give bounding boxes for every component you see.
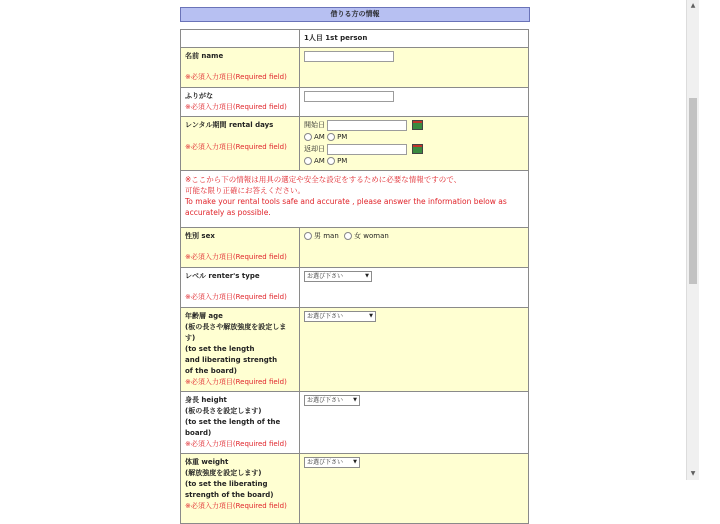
chevron-down-icon: ▼	[353, 459, 357, 465]
height-label-cell	[181, 392, 300, 454]
weight-label: 体重 weight	[185, 458, 229, 466]
return-date-label: 返却日	[304, 145, 325, 153]
rental-days-cell	[300, 117, 529, 171]
scroll-thumb[interactable]	[689, 98, 697, 284]
start-pm-label: PM	[337, 133, 348, 141]
required-note: ※必須入力項目(Required field)	[185, 103, 287, 111]
chevron-down-icon: ▼	[353, 397, 357, 403]
notice-line: ※ここから下の情報は用具の選定や安全な設定をするために必要な情報ですので、	[185, 175, 462, 184]
required-note: ※必須入力項目(Required field)	[185, 253, 287, 261]
calendar-icon[interactable]	[412, 120, 423, 130]
furigana-label-cell	[181, 88, 300, 117]
age-label: 年齢層 age	[185, 312, 223, 320]
furigana-label: ふりがな	[185, 92, 213, 100]
scroll-down-icon[interactable]: ▼	[690, 470, 696, 477]
sex-label-cell	[181, 228, 300, 268]
chevron-down-icon: ▼	[365, 273, 369, 279]
sex-label: 性別 sex	[185, 232, 215, 240]
scroll-up-icon[interactable]: ▲	[690, 2, 696, 9]
age-note: of the board)	[185, 367, 238, 375]
start-am-radio[interactable]	[304, 133, 312, 141]
weight-note: (解放強度を設定します)	[185, 469, 262, 477]
empty-header-cell	[181, 30, 300, 48]
level-select[interactable]	[304, 271, 372, 282]
age-note: (to set the length	[185, 345, 255, 353]
weight-select[interactable]	[304, 457, 360, 468]
weight-note: (to set the liberating	[185, 480, 268, 488]
age-label-cell	[181, 308, 300, 392]
required-note: ※必須入力項目(Required field)	[185, 440, 287, 448]
return-date-input[interactable]	[327, 144, 407, 155]
required-note: ※必須入力項目(Required field)	[185, 378, 287, 386]
start-am-label: AM	[314, 133, 325, 141]
return-am-radio[interactable]	[304, 157, 312, 165]
weight-select-value: お選び下さい	[307, 459, 344, 466]
age-select-value: お選び下さい	[307, 313, 344, 320]
sex-woman-label: 女 woman	[354, 232, 389, 240]
return-am-label: AM	[314, 157, 325, 165]
sex-cell	[300, 228, 529, 268]
age-note: (板の長さや解放強度を設定します)	[185, 323, 287, 342]
height-note: (to set the length of the board)	[185, 418, 281, 437]
age-note: and liberating strength	[185, 356, 278, 364]
name-label-cell	[181, 48, 300, 88]
level-select-value: お選び下さい	[307, 273, 344, 280]
notice-line: accurately as possible.	[185, 208, 271, 217]
notice-line: 可能な限り正確にお答えください。	[185, 186, 305, 195]
required-note: ※必須入力項目(Required field)	[185, 293, 287, 301]
required-note: ※必須入力項目(Required field)	[185, 73, 287, 81]
renter-info-table	[180, 29, 529, 524]
chevron-down-icon: ▼	[369, 313, 373, 319]
sex-man-radio[interactable]	[304, 232, 312, 240]
start-pm-radio[interactable]	[327, 133, 335, 141]
height-cell	[300, 392, 529, 454]
level-label: レベル renter's type	[185, 272, 260, 280]
height-select[interactable]	[304, 395, 360, 406]
return-pm-radio[interactable]	[327, 157, 335, 165]
rental-days-label: レンタル期間 rental days	[185, 121, 274, 129]
column-header: 1人目 1st person	[300, 30, 529, 48]
required-note: ※必須入力項目(Required field)	[185, 143, 287, 151]
name-input[interactable]	[304, 51, 394, 62]
start-date-label: 開始日	[304, 121, 325, 129]
weight-cell	[300, 454, 529, 524]
sex-man-label: 男 man	[314, 232, 339, 240]
weight-note: strength of the board)	[185, 491, 274, 499]
height-select-value: お選び下さい	[307, 397, 344, 404]
age-cell	[300, 308, 529, 392]
height-note: (板の長さを設定します)	[185, 407, 262, 415]
furigana-input-cell	[300, 88, 529, 117]
level-label-cell	[181, 268, 300, 308]
notice-line: To make your rental tools safe and accurate , please answer the information below as	[185, 197, 507, 206]
level-cell	[300, 268, 529, 308]
accuracy-notice	[181, 171, 529, 228]
furigana-input[interactable]	[304, 91, 394, 102]
weight-label-cell	[181, 454, 300, 524]
name-input-cell	[300, 48, 529, 88]
vertical-scrollbar[interactable]	[686, 0, 699, 480]
rental-days-label-cell	[181, 117, 300, 171]
return-pm-label: PM	[337, 157, 348, 165]
sex-woman-radio[interactable]	[344, 232, 352, 240]
height-label: 身長 height	[185, 396, 227, 404]
required-note: ※必須入力項目(Required field)	[185, 502, 287, 510]
age-select[interactable]	[304, 311, 376, 322]
calendar-icon[interactable]	[412, 144, 423, 154]
name-label: 名前 name	[185, 52, 224, 60]
start-date-input[interactable]	[327, 120, 407, 131]
section-title: 借りる方の情報	[180, 7, 530, 22]
